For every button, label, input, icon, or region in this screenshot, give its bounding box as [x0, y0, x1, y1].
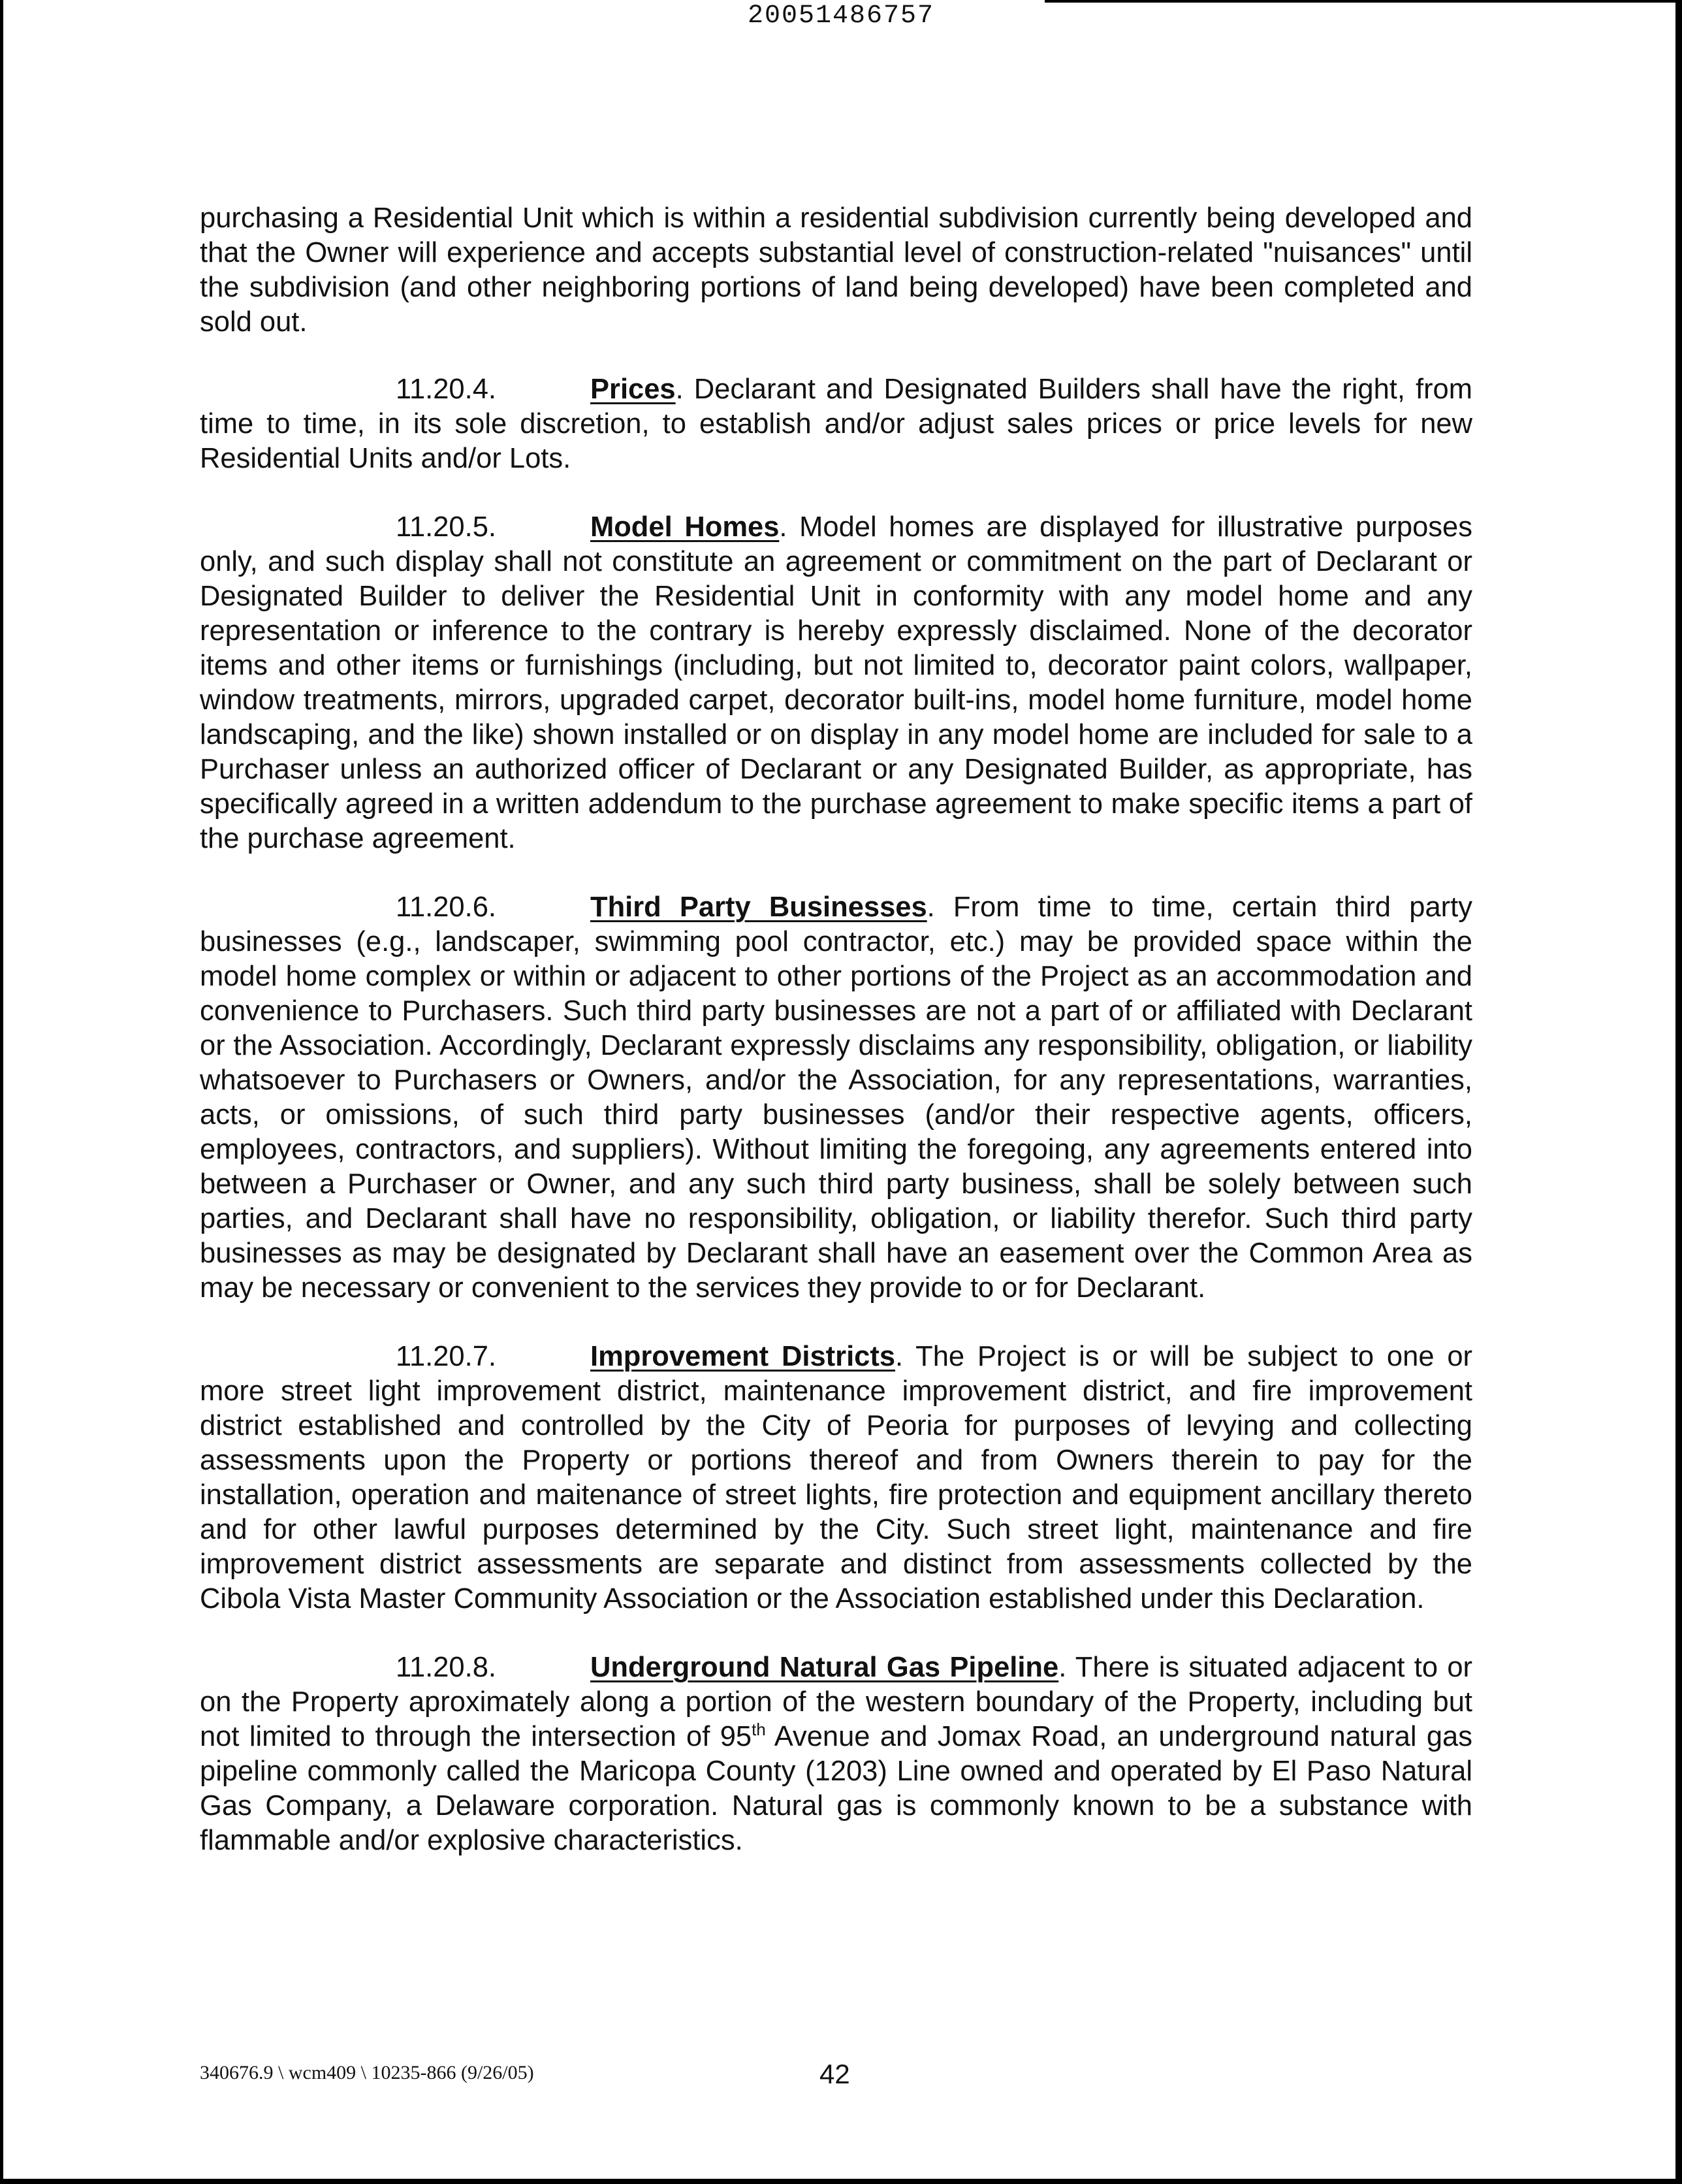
- section-heading: Underground Natural Gas Pipeline: [590, 1652, 1059, 1683]
- section-number: 11.20.5.: [396, 511, 496, 543]
- scan-edge-right: [1675, 0, 1682, 2184]
- ordinal-superscript: th: [752, 1720, 766, 1739]
- section-heading: Prices: [590, 374, 676, 405]
- section-text: . The Project is or will be subject to one or more street light improvement district, maintenance improvement district, and fire improvement district established and controlled by the City of Peoria for purposes of levying and collecting assessments upon the Property or portions thereof and from Owners therein to pay for the installation, operation and maitenance of street lights, fire protection and equipment ancillary thereto and for other lawful purposes determined by the City. Such street light, maintenance and fire improvement district assessments are separate and distinct from assessments collected by the Cibola Vista Master Community Association or the Association established under this Declaration.: [200, 1341, 1472, 1614]
- section-number: 11.20.6.: [396, 891, 496, 923]
- scan-edge-left: [0, 0, 3, 2184]
- section-text: . There is situated adjacent to or on the Property aproximately along a portion of the western boundary of the Property, including but not limited to through the intersection of 95: [200, 1652, 1472, 1752]
- section-11-20-8: [200, 1650, 1472, 1858]
- section-number: 11.20.4.: [396, 374, 496, 405]
- section-number: 11.20.8.: [396, 1652, 496, 1683]
- document-id: 20051486757: [747, 1, 935, 31]
- section-text-continued: Avenue and Jomax Road, an underground natural gas pipeline commonly called the Maricopa County (1203) Line owned and operated by El Paso Natural Gas Company, a Delaware corporation. Natural gas is commonly known to be a substance with flammable and/or explosive characteristics.: [200, 1721, 1472, 1856]
- section-heading: Third Party Businesses: [590, 891, 927, 923]
- section-11-20-7: [200, 1340, 1472, 1616]
- section-text: . Model homes are displayed for illustrative purposes only, and such display shall not constitute an agreement or commitment on the part of Declarant or Designated Builder to deliver the Residential Unit in conformity with any model home and any representation or inference to the contrary is hereby expressly disclaimed. None of the decorator items and other items or furnishings (including, but not limited to, decorator paint colors, wallpaper, window treatments, mirrors, upgraded carpet, decorator built-ins, model home furniture, model home landscaping, and the like) shown installed or on display in any model home are included for sale to a Purchaser unless an authorized officer of Declarant or any Designated Builder, as appropriate, has specifically agreed in a written addendum to the purchase agreement to make specific items a part of the purchase agreement.: [200, 511, 1473, 854]
- section-11-20-4: [200, 372, 1472, 476]
- section-number: 11.20.7.: [396, 1341, 496, 1372]
- scan-edge-bottom: [0, 2179, 1682, 2184]
- footer-reference: 340676.9 \ wcm409 \ 10235-866 (9/26/05): [200, 2062, 534, 2083]
- section-text: . Declarant and Designated Builders shall have the right, from time to time, in its sole discretion, to establish and/or adjust sales prices or price levels for new Residential Units and/or Lots.: [200, 374, 1472, 474]
- section-11-20-5: [200, 510, 1472, 856]
- continuation-paragraph: purchasing a Residential Unit which is within a residential subdivision currently being developed and that the Owner will experience and accepts substantial level of construction-related "nuisances" until the subdivision (and other neighboring portions of land being developed) have been completed and sold out.: [200, 202, 1472, 338]
- page-number: 42: [819, 2059, 850, 2089]
- section-11-20-6: [200, 890, 1472, 1306]
- section-heading: Improvement Districts: [590, 1341, 896, 1372]
- section-text: . From time to time, certain third party businesses (e.g., landscaper, swimming pool contractor, etc.) may be provided space within the model home complex or within or adjacent to other portions of the Project as an accommodation and convenience to Purchasers. Such third party businesses are not a part of or affiliated with Declarant or the Association. Accordingly, Declarant expressly disclaims any responsibility, obligation, or liability whatsoever to Purchasers or Owners, and/or the Association, for any representations, warranties, acts, or omissions, of such third party businesses (and/or their respective agents, officers, employees, contractors, and suppliers). Without limiting the foregoing, any agreements entered into between a Purchaser or Owner, and any such third party business, shall be solely between such parties, and Declarant shall have no responsibility, obligation, or liability therefor. Such third party businesses as may be designated by Declarant shall have an easement over the Common Area as may be necessary or convenient to the services they provide to or for Declarant.: [200, 891, 1472, 1304]
- document-body: [200, 201, 1472, 1892]
- section-heading: Model Homes: [590, 511, 780, 543]
